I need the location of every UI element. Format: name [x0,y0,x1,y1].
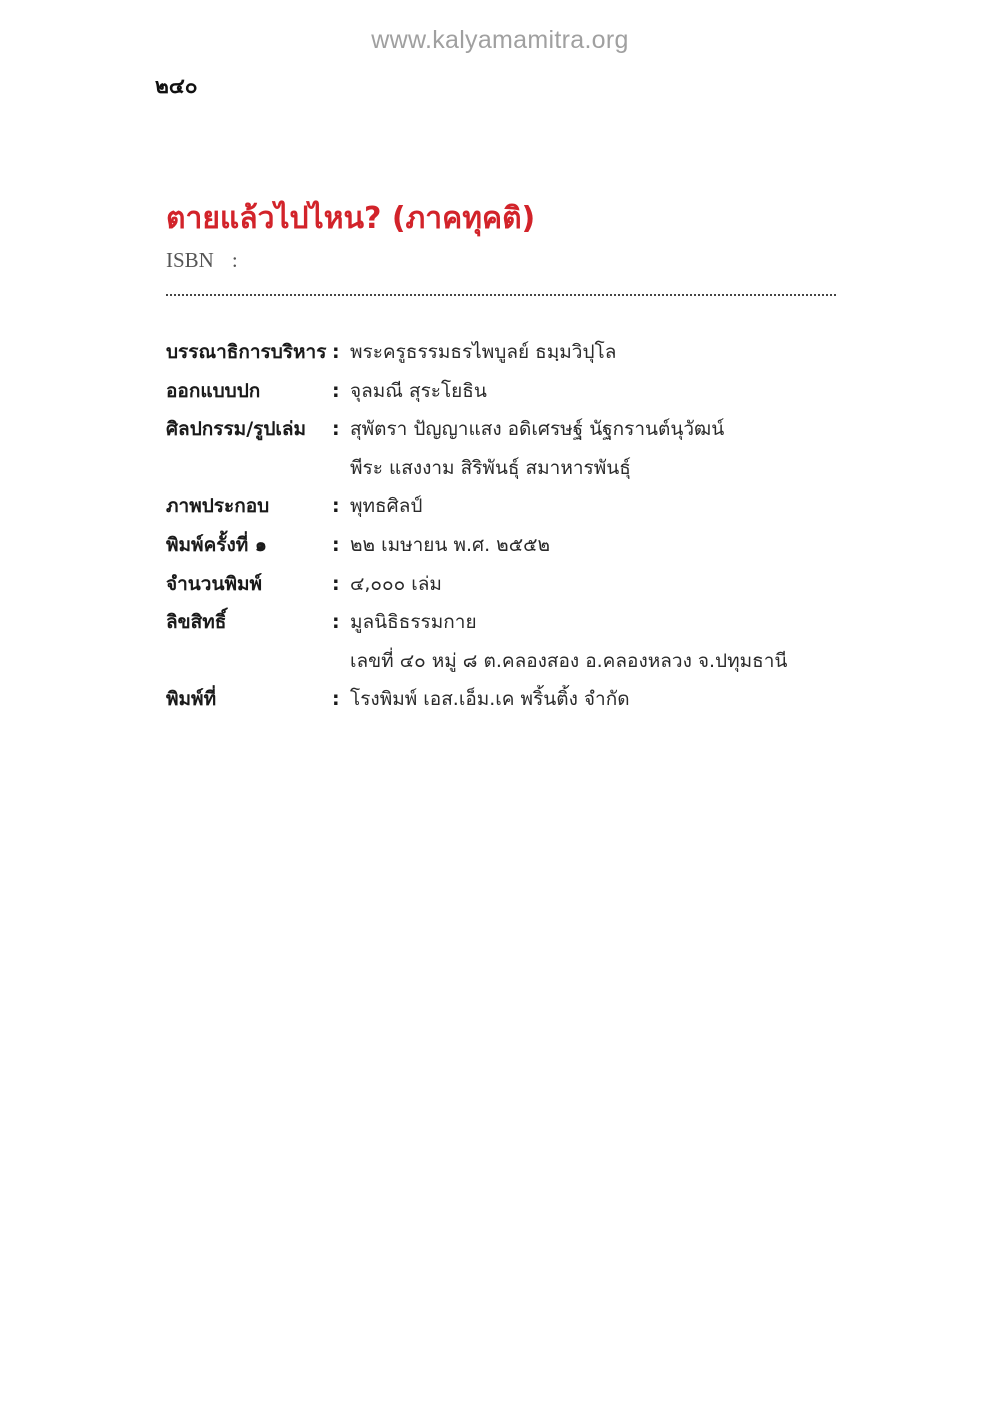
credit-values [350,603,846,680]
credit-values [350,410,846,487]
credit-value: สุพัตรา ปัญญาแสง อดิเศรษฐ์ นัฐกรานต์นุวัฒน์ [350,418,725,441]
credit-label: ลิขสิทธิ์ [166,611,227,634]
credit-value: พีระ แสงงาม สิริพันธุ์ สมาหารพันธุ์ [350,456,631,479]
credit-values [350,333,846,372]
book-title: ตายแล้วไปไหน? (ภาคทุคติ) [166,201,536,236]
credit-label: พิมพ์ครั้งที่ ๑ [166,533,267,556]
dotted-divider [166,294,836,296]
credit-row-artwork-layout [166,410,846,487]
credit-label: พิมพ์ที่ [166,688,217,711]
credit-values [350,372,846,411]
credit-colon: : [332,572,340,595]
page-number: ๒๔๐ [155,74,198,98]
credit-colon: : [332,418,340,441]
credit-row-printer [166,680,846,719]
credit-colon: : [332,495,340,518]
credit-value: มูลนิธิธรรมกาย [350,611,477,634]
isbn-colon: : [231,248,238,272]
credit-values [350,565,846,604]
credit-row-first-printing [166,526,846,565]
credit-row-print-run [166,565,846,604]
credit-row-copyright [166,603,846,680]
credit-value: เลขที่ ๔๐ หมู่ ๘ ต.คลองสอง อ.คลองหลวง จ.ปทุมธานี [350,649,788,672]
credit-value: พระครูธรรมธรไพบูลย์ ธมฺมวิปุโล [350,341,617,363]
credit-label: จำนวนพิมพ์ [166,572,263,595]
credit-colon: : [332,533,340,556]
credit-colon: : [332,379,340,402]
credit-values [350,680,846,719]
credit-value: โรงพิมพ์ เอส.เอ็ม.เค พริ้นติ้ง จำกัด [350,688,630,711]
isbn-line [166,248,238,273]
credit-colon: : [332,341,340,363]
credit-value: พุทธศิลป์ [350,495,423,518]
credit-label: ออกแบบปก [166,379,261,402]
credit-row-executive-editor [166,333,846,372]
credit-value: ๔,๐๐๐ เล่ม [350,572,442,595]
credit-label: ภาพประกอบ [166,495,270,518]
credit-row-illustrations [166,487,846,526]
credit-label: ศิลปกรรม/รูปเล่ม [166,418,307,441]
credit-value: ๒๒ เมษายน พ.ศ. ๒๕๕๒ [350,533,550,556]
credit-label: บรรณาธิการบริหาร [166,341,327,363]
credit-colon: : [332,611,340,634]
credit-row-cover-design [166,372,846,411]
credit-values [350,487,846,526]
credit-values [350,526,846,565]
watermark-url: www.kalyamamitra.org [371,26,629,54]
credits-table [166,333,846,719]
credit-value: จุลมณี สุระโยธิน [350,379,487,402]
credit-colon: : [332,688,340,711]
isbn-label: ISBN [166,248,214,272]
